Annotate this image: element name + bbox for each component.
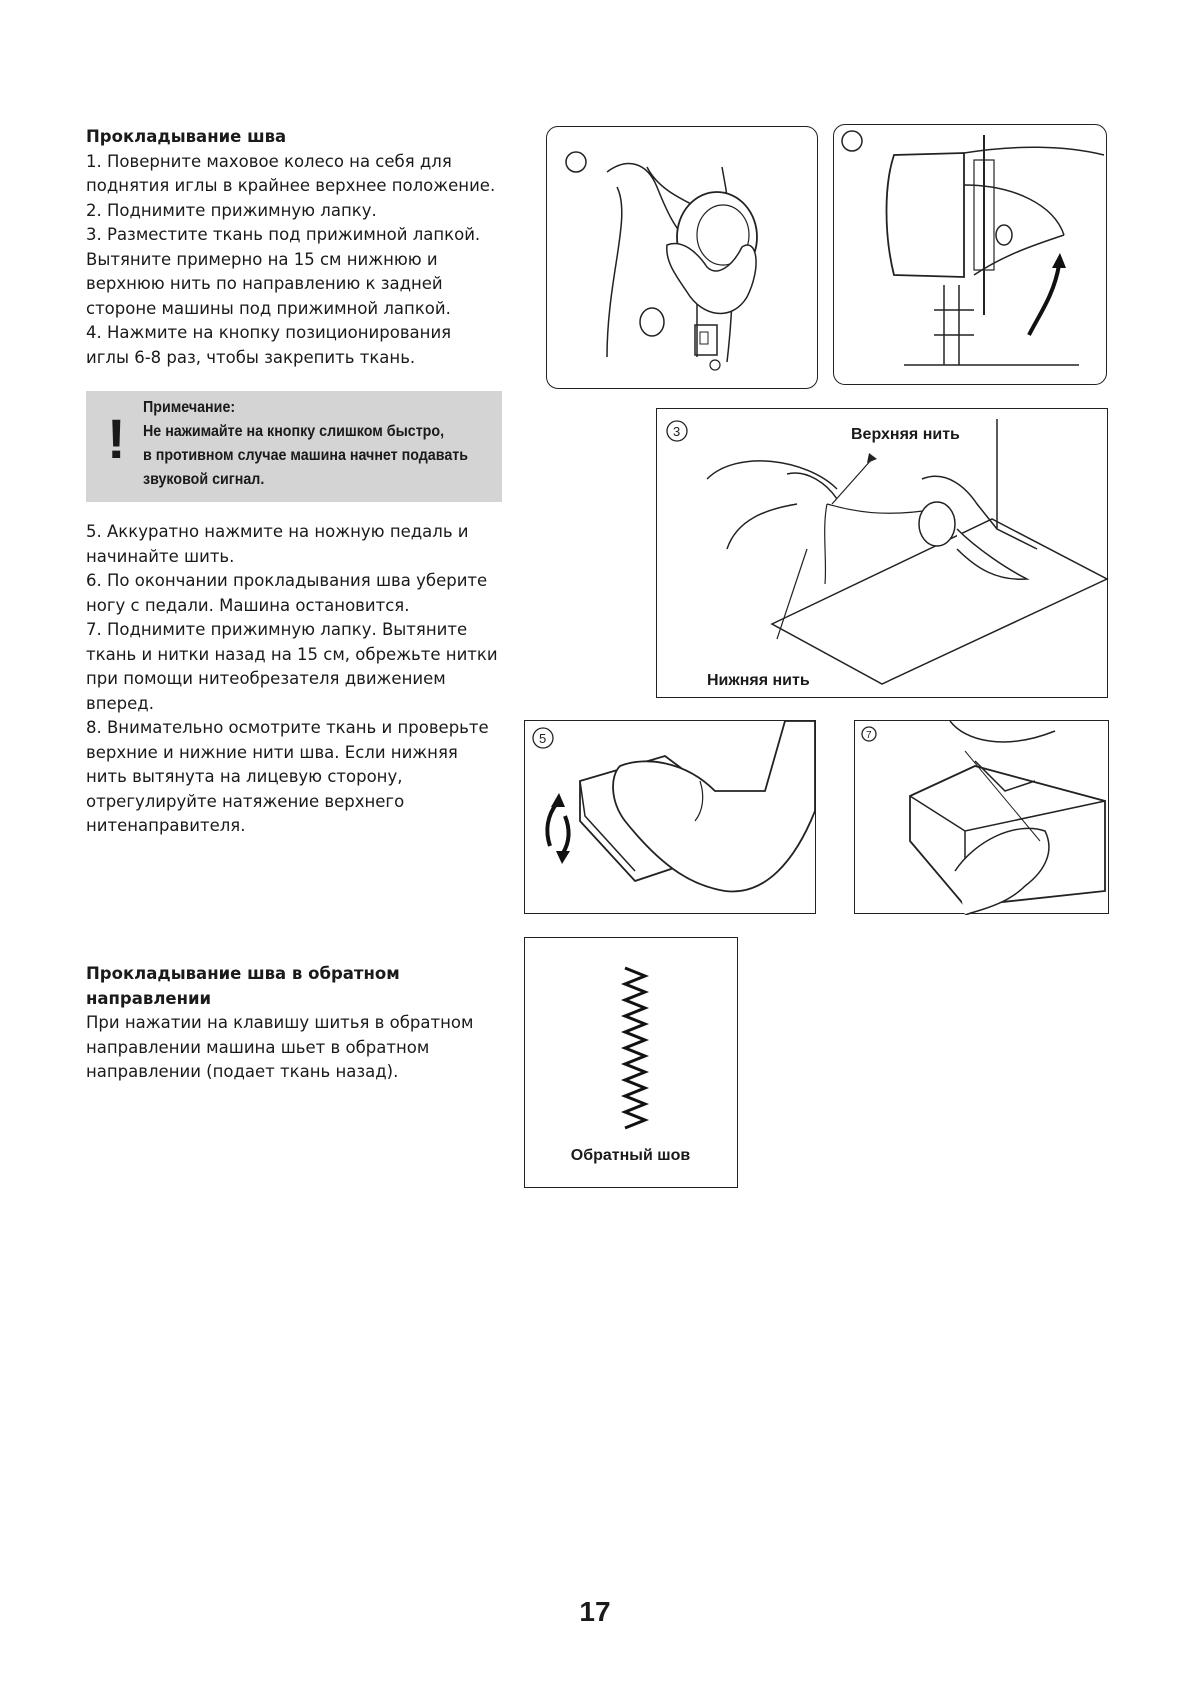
foot-pedal-illustration xyxy=(525,721,817,915)
step-line: поднятия иглы в крайнее верхнее положение. xyxy=(86,176,496,195)
section-title: Прокладывание шва xyxy=(86,127,287,146)
presser-foot-illustration xyxy=(834,125,1108,386)
step-line: 1. Поверните маховое колесо на себя для xyxy=(86,151,452,171)
figure-presser-foot xyxy=(833,124,1107,385)
step-line: верхние и нижние нити шва. Если нижняя xyxy=(86,742,458,762)
step-line: отрегулируйте натяжение верхнего xyxy=(86,791,405,811)
note-box xyxy=(86,391,502,502)
exclamation-icon: ! xyxy=(107,407,126,470)
fig5-number: 5 xyxy=(539,731,547,746)
step-line: стороне машины под прижимной лапкой. xyxy=(86,298,451,318)
section-title: направлении xyxy=(86,988,212,1008)
step-line: 6. По окончании прокладывания шва уберите xyxy=(86,571,488,590)
step-line: 3. Разместите ткань под прижимной лапкой. xyxy=(86,225,481,244)
figure-handwheel xyxy=(546,126,818,389)
step-line: нить вытянута на лицевую сторону, xyxy=(86,767,403,786)
figure-cut-threads xyxy=(854,720,1109,914)
text-line: При нажатии на клавишу шитья в обратном xyxy=(86,1013,474,1032)
step-line: ткань и нитки назад на 15 см, обрежьте нитки xyxy=(86,644,498,664)
step-line: нитенаправителя. xyxy=(86,816,246,835)
note-text xyxy=(143,396,471,492)
section-reverse xyxy=(86,962,506,1085)
cut-threads-illustration xyxy=(855,721,1110,915)
step-line: 2. Поднимите прижимную лапку. xyxy=(86,200,377,220)
step-line: Вытяните примерно на 15 см нижнюю и xyxy=(86,249,438,269)
page-number: 17 xyxy=(579,1596,611,1627)
note-title: Примечание: xyxy=(143,399,236,416)
step-line: 7. Поднимите прижимную лапку. Вытяните xyxy=(86,620,468,639)
text-line: направлении (подает ткань назад). xyxy=(86,1062,399,1081)
fig7-number: 7 xyxy=(866,730,872,741)
section-steps-continued xyxy=(86,520,506,839)
figure-reverse-stitch xyxy=(524,937,738,1188)
step-line: 8. Внимательно осмотрите ткань и проверьте xyxy=(86,718,489,737)
step-line: верхнюю нить по направлению к задней xyxy=(86,274,443,293)
figure-threads xyxy=(656,408,1108,698)
step-line: вперед. xyxy=(86,693,154,713)
step-line: 5. Аккуратно нажмите на ножную педаль и xyxy=(86,522,469,541)
note-line: Не нажимайте на кнопку слишком быстро, xyxy=(143,423,445,440)
text-line: направлении машина шьет в обратном xyxy=(86,1037,430,1057)
step-line: 4. Нажмите на кнопку позиционирования xyxy=(86,323,452,342)
handwheel-illustration xyxy=(547,127,819,390)
note-line: в противном случае машина начнет подавать xyxy=(143,447,469,464)
section-prokladyvanie xyxy=(86,125,506,370)
lower-thread-label: Нижняя нить xyxy=(707,672,810,689)
section-title: Прокладывание шва в обратном xyxy=(86,964,400,983)
fig3-number: 3 xyxy=(673,424,681,439)
reverse-stitch-caption: Обратный шов xyxy=(570,1147,691,1164)
step-line: начинайте шить. xyxy=(86,546,235,566)
figure-foot-pedal xyxy=(524,720,816,914)
step-line: при помощи нитеобрезателя движением xyxy=(86,669,446,688)
step-line: ногу с педали. Машина остановится. xyxy=(86,595,410,615)
step-line: иглы 6-8 раз, чтобы закрепить ткань. xyxy=(86,347,416,367)
note-line: звуковой сигнал. xyxy=(143,471,265,488)
threads-illustration xyxy=(657,409,1109,699)
upper-thread-label: Верхняя нить xyxy=(851,426,960,443)
